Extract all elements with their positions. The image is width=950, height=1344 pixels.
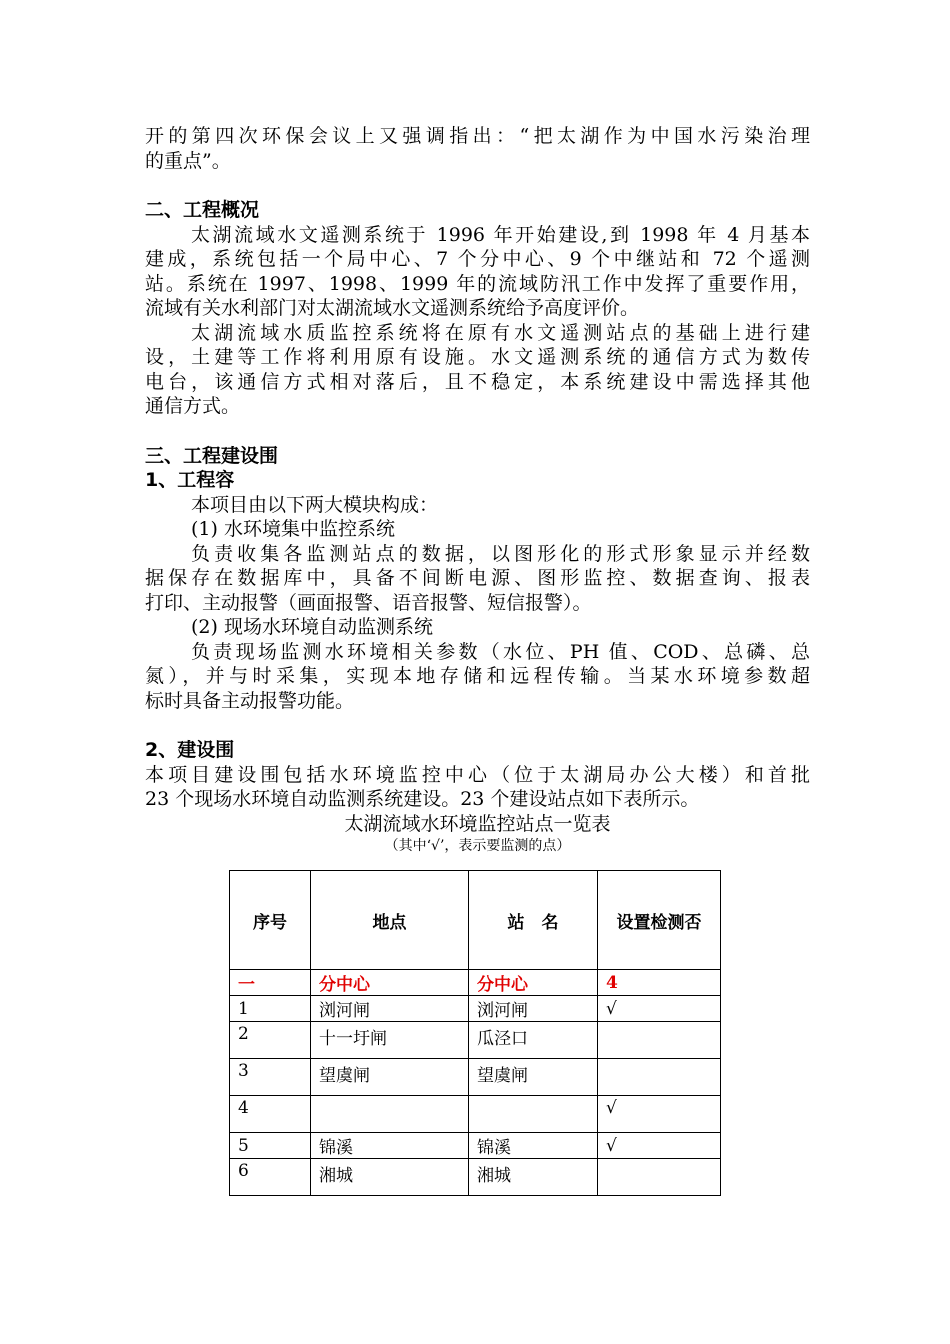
- paragraph-line: 电台，该通信方式相对落后，且不稳定，本系统建设中需选择其他: [145, 370, 810, 393]
- header-cell: 设置检测否: [598, 871, 721, 970]
- table-cell: [469, 1096, 598, 1133]
- table-cell: √: [598, 1133, 721, 1159]
- table-cell: 望虞闸: [469, 1059, 598, 1096]
- table-cell: 2: [230, 1022, 311, 1059]
- table-cell: [311, 1096, 469, 1133]
- stations-table: [229, 870, 721, 1196]
- paragraph-line: 打印、主动报警（画面报警、语音报警、短信报警）。: [145, 591, 592, 614]
- table-cell: 5: [230, 1133, 311, 1159]
- header-cell: 地点: [311, 871, 469, 970]
- table-cell: [598, 1159, 721, 1196]
- paragraph-line: 建成，系统包括一个局中心、7 个分中心、9 个中继站和 72 个遥测: [145, 248, 810, 270]
- group-row: [230, 970, 721, 996]
- table-title: 太湖流域水环境监控站点一览表: [344, 812, 611, 835]
- table-cell: √: [598, 1096, 721, 1133]
- table-cell: 湘城: [469, 1159, 598, 1196]
- table-cell: √: [598, 996, 721, 1022]
- table-cell: 1: [230, 996, 311, 1022]
- module-label: (2) 现场水环境自动监测系统: [191, 616, 433, 638]
- paragraph-line: 开的第四次环保会议上又强调指出：“把太湖作为中国水污染治理: [145, 125, 810, 147]
- table-cell: 锦溪: [469, 1133, 598, 1159]
- section-heading: 三、工程建设围: [145, 444, 279, 467]
- table-row: [230, 1096, 721, 1133]
- paragraph-line: 站。系统在 1997、1998、1999 年的流域防汛工作中发挥了重要作用，: [145, 272, 810, 295]
- header-cell: 站 名: [469, 871, 598, 970]
- paragraph-line: 本项目建设围包括水环境监控中心（位于太湖局办公大楼）和首批: [145, 763, 810, 786]
- paragraph-line: 流域有关水利部门对太湖流域水文遥测系统给予高度评价。: [145, 297, 640, 319]
- document-body: [145, 124, 810, 856]
- table-note: （其中‘√’，表示要监测的点）: [384, 837, 571, 854]
- table-cell: 一: [230, 970, 311, 996]
- table-row: [230, 1133, 721, 1159]
- paragraph-line: 负责现场监测水环境相关参数（水位、PH 值、COD、总磷、总: [191, 640, 810, 663]
- table-cell: 分中心: [469, 970, 598, 996]
- paragraph-line: 的重点”。: [145, 149, 231, 172]
- table-row: [230, 1022, 721, 1059]
- paragraph-line: 设，土建等工作将利用原有设施。水文遥测系统的通信方式为数传: [145, 346, 810, 368]
- table-cell: 湘城: [311, 1159, 469, 1196]
- table-cell: 十一圩闸: [311, 1022, 469, 1059]
- table-cell: [598, 1059, 721, 1096]
- paragraph-line: 标时具备主动报警功能。: [145, 689, 355, 712]
- table-cell: 浏河闸: [469, 996, 598, 1022]
- table-row: [230, 1059, 721, 1096]
- header-cell: 序号: [230, 871, 311, 970]
- paragraph-line: 太湖流域水质监控系统将在原有水文遥测站点的基础上进行建: [191, 321, 810, 344]
- paragraph-line: 负责收集各监测站点的数据，以图形化的形式形象显示并经数: [191, 542, 810, 565]
- table-cell: 锦溪: [311, 1133, 469, 1159]
- subsection-heading: 2、建设围: [145, 739, 235, 761]
- table-row: [230, 1159, 721, 1196]
- table-row: [230, 996, 721, 1022]
- table-cell: 6: [230, 1159, 311, 1196]
- table-cell: 分中心: [311, 970, 469, 996]
- table-cell: 浏河闸: [311, 996, 469, 1022]
- paragraph-line: 23 个现场水环境自动监测系统建设。23 个建设站点如下表所示。: [145, 788, 700, 810]
- module-label: (1) 水环境集中监控系统: [191, 518, 395, 540]
- paragraph-line: 氮），并与时采集，实现本地存储和远程传输。当某水环境参数超: [145, 665, 810, 687]
- table-cell: 3: [230, 1059, 311, 1096]
- paragraph-line: 本项目由以下两大模块构成：: [191, 493, 439, 516]
- paragraph-line: 通信方式。: [145, 395, 241, 417]
- table-cell: [598, 1022, 721, 1059]
- section-heading: 二、工程概况: [145, 199, 260, 221]
- table-cell: 瓜泾口: [469, 1022, 598, 1059]
- table-cell: 望虞闸: [311, 1059, 469, 1096]
- table-header-row: [230, 871, 721, 970]
- paragraph-line: 据保存在数据库中，具备不间断电源、图形监控、数据查询、报表: [145, 567, 810, 589]
- subsection-heading: 1、工程容: [145, 469, 235, 491]
- table-cell: 4: [598, 970, 721, 996]
- table-cell: 4: [230, 1096, 311, 1133]
- paragraph-line: 太湖流域水文遥测系统于 1996 年开始建设,到 1998 年 4 月基本: [191, 223, 810, 246]
